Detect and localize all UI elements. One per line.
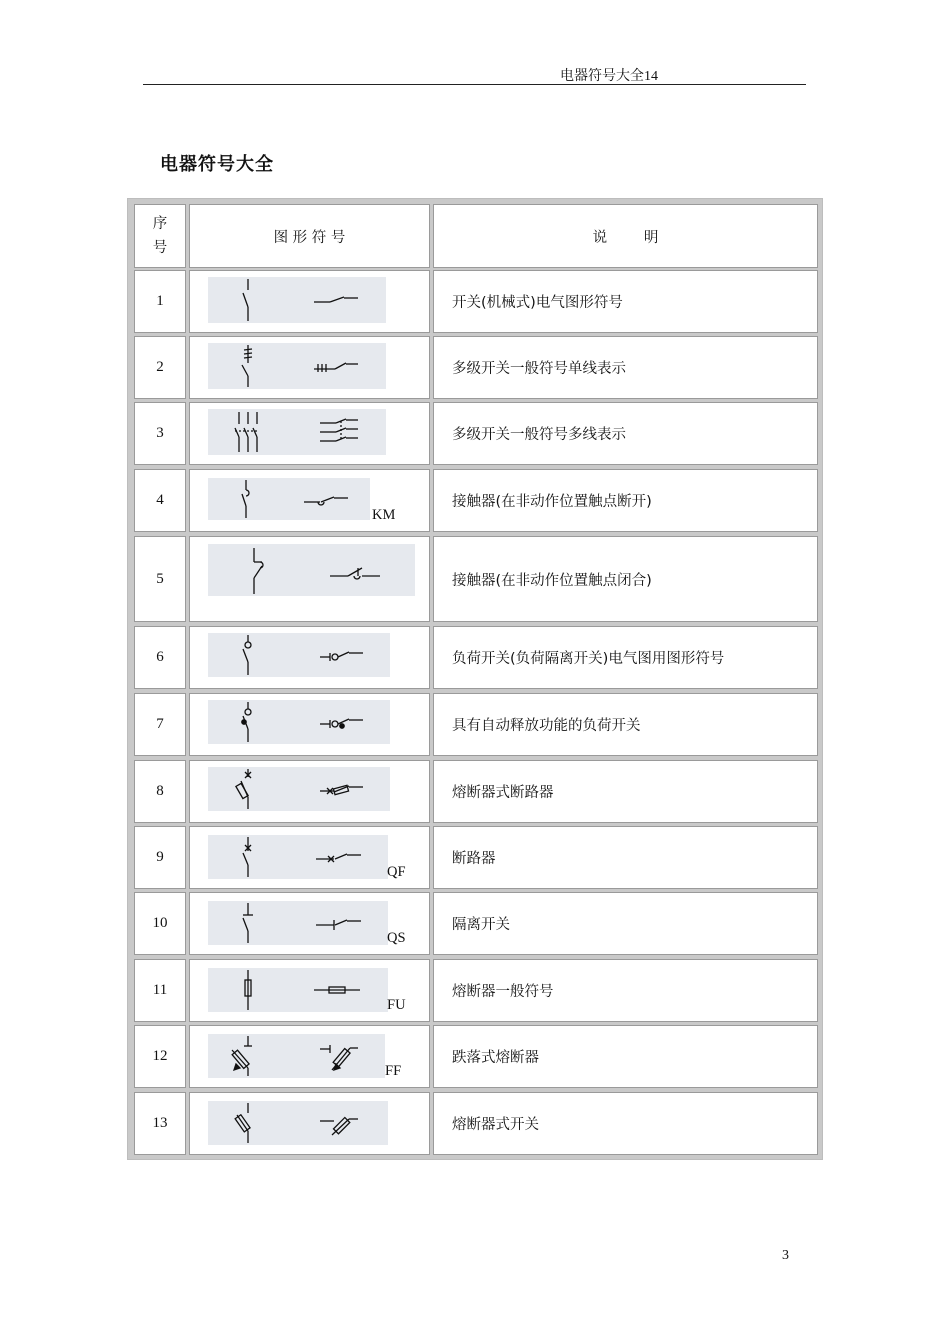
header-cell-desc (433, 204, 818, 268)
page-number: 3 (782, 1248, 789, 1263)
symbol-cell (189, 626, 430, 689)
row-desc-text: 开关(机械式)电气图形符号 (452, 295, 623, 311)
symbol-cell (189, 536, 430, 622)
table-row-desc (433, 336, 818, 399)
table-row-desc (433, 536, 818, 622)
row-desc-text: 负荷开关(负荷隔离开关)电气图用图形符号 (452, 651, 725, 667)
table-row-desc (433, 959, 818, 1022)
row-num-text: 11 (152, 982, 168, 998)
symbol-cell (189, 1092, 430, 1155)
row-desc-text: 接触器(在非动作位置触点闭合) (452, 572, 652, 589)
table-row-num (134, 336, 186, 399)
table-row-num (134, 469, 186, 532)
circuit-breaker-icon (208, 835, 388, 879)
row-desc-text: 熔断器式开关 (452, 1117, 539, 1133)
contactor-nc-icon (208, 544, 415, 596)
table-row-desc (433, 402, 818, 465)
running-header: 电器符号大全14 (560, 69, 658, 84)
row-num-text: 8 (156, 783, 164, 799)
row-num-text: 6 (156, 649, 164, 665)
device-code-label: KM (372, 507, 396, 523)
contactor-no-icon (208, 478, 370, 520)
header-desc-label: 说 明 (592, 229, 659, 246)
table-row-num (134, 892, 186, 955)
table-row-num (134, 1025, 186, 1088)
table-row-desc (433, 469, 818, 532)
table-row-desc (433, 270, 818, 333)
row-num-text: 1 (156, 293, 164, 309)
row-num-text: 5 (156, 570, 164, 587)
header-cell-num (134, 204, 186, 268)
table-row-num (134, 536, 186, 622)
load-break-switch-icon (208, 633, 390, 677)
row-num-text: 13 (152, 1115, 168, 1131)
row-desc-text: 跌落式熔断器 (452, 1050, 539, 1066)
row-desc-text: 具有自动释放功能的负荷开关 (452, 718, 641, 734)
header-symbol-label: 图 形 符 号 (273, 229, 346, 246)
symbol-cell (189, 402, 430, 465)
disconnector-icon (208, 901, 388, 945)
row-desc-text: 隔离开关 (452, 917, 510, 933)
page-title: 电器符号大全 (160, 154, 274, 175)
auto-release-load-switch-icon (208, 700, 390, 744)
row-desc-text: 断路器 (452, 851, 496, 867)
table-row-desc (433, 626, 818, 689)
table-row-desc (433, 892, 818, 955)
table-row-desc (433, 1092, 818, 1155)
symbol-cell (189, 826, 430, 889)
header-cell-symbol (189, 204, 430, 268)
symbol-cell (189, 760, 430, 823)
row-desc-text: 熔断器式断路器 (452, 785, 554, 801)
table-row-num (134, 402, 186, 465)
symbol-cell (189, 270, 430, 333)
device-code-label: FU (387, 997, 406, 1013)
row-desc-text: 多级开关一般符号多线表示 (452, 427, 626, 443)
row-num-text: 2 (156, 359, 164, 375)
device-code-label: FF (385, 1063, 402, 1079)
row-desc-text: 多级开关一般符号单线表示 (452, 361, 626, 377)
drop-out-fuse-icon (208, 1034, 385, 1078)
symbol-cell (189, 469, 430, 532)
table-row-num (134, 693, 186, 756)
multipole-switch-single-line-icon (208, 343, 386, 389)
table-row-num (134, 1092, 186, 1155)
header-num-line2: 号 (152, 240, 168, 256)
multipole-switch-multi-line-icon (208, 409, 386, 455)
row-num-text: 9 (156, 849, 164, 865)
row-desc-text: 熔断器一般符号 (452, 984, 554, 1000)
row-desc-text: 接触器(在非动作位置触点断开) (452, 494, 652, 510)
table-row-num (134, 959, 186, 1022)
switch-symbol-icon (208, 277, 386, 323)
fuse-icon (208, 968, 388, 1012)
row-num-text: 7 (156, 716, 164, 732)
row-num-text: 10 (152, 915, 168, 931)
row-num-text: 12 (152, 1048, 168, 1064)
symbol-cell (189, 693, 430, 756)
table-row-num (134, 826, 186, 889)
table-row-num (134, 626, 186, 689)
table-row-num (134, 760, 186, 823)
row-num-text: 4 (156, 492, 164, 508)
header-num-line1: 序 (152, 216, 168, 232)
header-rule (143, 84, 806, 85)
table-row-desc (433, 693, 818, 756)
device-code-label: QS (387, 930, 406, 946)
fuse-switch-icon (208, 1101, 388, 1145)
symbol-cell (189, 336, 430, 399)
table-row-desc (433, 760, 818, 823)
symbol-table (127, 198, 823, 1160)
table-row-num (134, 270, 186, 333)
table-row-desc (433, 1025, 818, 1088)
table-row-desc (433, 826, 818, 889)
symbol-cell (189, 892, 430, 955)
symbol-cell (189, 1025, 430, 1088)
row-num-text: 3 (156, 425, 164, 441)
device-code-label: QF (387, 864, 406, 880)
symbol-cell (189, 959, 430, 1022)
fuse-breaker-icon (208, 767, 390, 811)
